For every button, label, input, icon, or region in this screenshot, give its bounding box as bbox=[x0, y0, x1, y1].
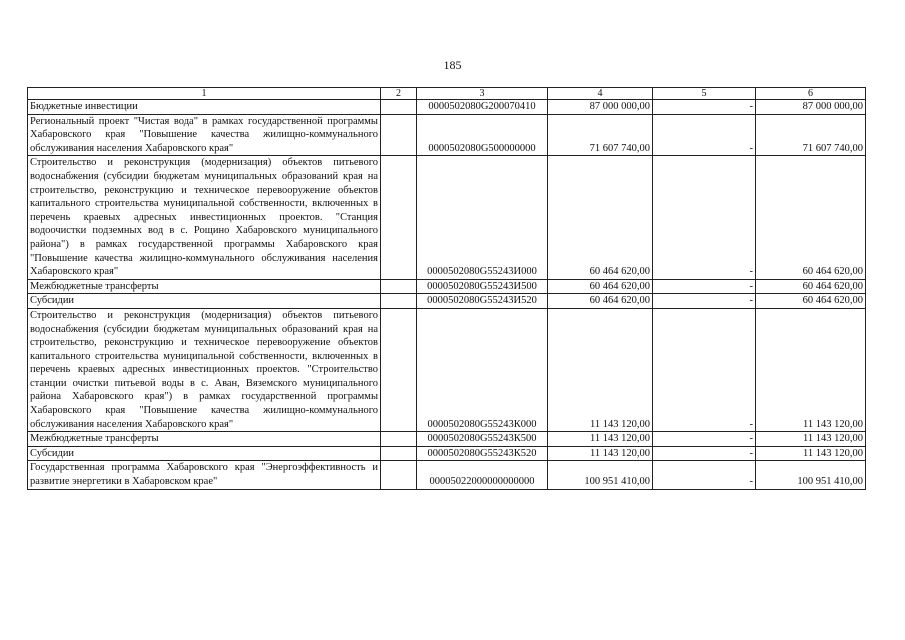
budget-table bbox=[27, 87, 866, 490]
row-col5-cell: - bbox=[653, 446, 756, 461]
column-header: 6 bbox=[756, 88, 866, 100]
row-name-cell: Межбюджетные трансферты bbox=[28, 279, 381, 294]
row-total-cell: 60 464 620,00 bbox=[756, 294, 866, 309]
column-number-row bbox=[28, 88, 866, 100]
table-row bbox=[28, 279, 866, 294]
row-col5-cell: - bbox=[653, 114, 756, 156]
row-total-cell: 60 464 620,00 bbox=[756, 156, 866, 279]
row-code-cell: 0000502080G55243К500 bbox=[417, 432, 548, 447]
row-col2-cell bbox=[381, 114, 417, 156]
row-code-cell: 0000502080G55243К520 bbox=[417, 446, 548, 461]
row-amount-cell: 100 951 410,00 bbox=[548, 461, 653, 489]
row-col2-cell bbox=[381, 279, 417, 294]
column-header: 3 bbox=[417, 88, 548, 100]
row-total-cell: 100 951 410,00 bbox=[756, 461, 866, 489]
row-col2-cell bbox=[381, 461, 417, 489]
row-code-cell: 0000502080G55243И000 bbox=[417, 156, 548, 279]
row-code-cell: 0000502080G55243К000 bbox=[417, 308, 548, 431]
row-amount-cell: 87 000 000,00 bbox=[548, 100, 653, 115]
row-total-cell: 11 143 120,00 bbox=[756, 446, 866, 461]
row-name-cell: Государственная программа Хабаровского края "Энергоэффективность и развитие энергетики в Хабаровском крае" bbox=[28, 461, 381, 489]
row-amount-cell: 60 464 620,00 bbox=[548, 279, 653, 294]
row-col5-cell: - bbox=[653, 461, 756, 489]
row-code-cell: 0000502080G55243И520 bbox=[417, 294, 548, 309]
row-code-cell: 00005022000000000000 bbox=[417, 461, 548, 489]
row-amount-cell: 11 143 120,00 bbox=[548, 308, 653, 431]
table-row bbox=[28, 156, 866, 279]
page-number: 185 bbox=[443, 58, 462, 72]
table-row bbox=[28, 294, 866, 309]
row-name-cell: Бюджетные инвестиции bbox=[28, 100, 381, 115]
table-row bbox=[28, 432, 866, 447]
column-header: 1 bbox=[28, 88, 381, 100]
row-col2-cell bbox=[381, 446, 417, 461]
row-code-cell: 0000502080G200070410 bbox=[417, 100, 548, 115]
column-header: 2 bbox=[381, 88, 417, 100]
row-col2-cell bbox=[381, 308, 417, 431]
row-code-cell: 0000502080G55243И500 bbox=[417, 279, 548, 294]
column-header: 5 bbox=[653, 88, 756, 100]
row-name-cell: Субсидии bbox=[28, 294, 381, 309]
row-total-cell: 11 143 120,00 bbox=[756, 432, 866, 447]
row-name-cell: Межбюджетные трансферты bbox=[28, 432, 381, 447]
row-amount-cell: 11 143 120,00 bbox=[548, 432, 653, 447]
row-total-cell: 87 000 000,00 bbox=[756, 100, 866, 115]
row-name-cell: Строительство и реконструкция (модернизация) объектов питьевого водоснабжения (субсидии бюджетам муниципальных образований края на строительство, реконструкцию и техническое перевооружение объектов капитального строительства муниципальной собственности, включенных в перечень краевых адресных инвестиционных проектов. "Строительство станции очистки питьевой воды в с. Аван, Вяземского муниципального района Хабаровского края") в рамках государственной программы Хабаровского края "Повышение качества жилищно-коммунального обслуживания населения Хабаровского края" bbox=[28, 308, 381, 431]
row-total-cell: 71 607 740,00 bbox=[756, 114, 866, 156]
row-amount-cell: 71 607 740,00 bbox=[548, 114, 653, 156]
table-row bbox=[28, 461, 866, 489]
row-col2-cell bbox=[381, 156, 417, 279]
row-col5-cell: - bbox=[653, 279, 756, 294]
row-col5-cell: - bbox=[653, 294, 756, 309]
row-col5-cell: - bbox=[653, 156, 756, 279]
row-name-cell: Строительство и реконструкция (модернизация) объектов питьевого водоснабжения (субсидии бюджетам муниципальных образований края на строительство, реконструкцию и техническое перевооружение объектов капитального строительства муниципальной собственности, включенных в перечень краевых адресных инвестиционных проектов. "Станция водоочистки подземных вод в с. Рощино Хабаровского муниципального района") в рамках государственной программы Хабаровского края "Повышение качества жилищно-коммунального обслуживания населения Хабаровского края" bbox=[28, 156, 381, 279]
row-code-cell: 0000502080G500000000 bbox=[417, 114, 548, 156]
column-header: 4 bbox=[548, 88, 653, 100]
table-row bbox=[28, 114, 866, 156]
row-amount-cell: 11 143 120,00 bbox=[548, 446, 653, 461]
table-row bbox=[28, 100, 866, 115]
row-name-cell: Субсидии bbox=[28, 446, 381, 461]
row-col2-cell bbox=[381, 294, 417, 309]
row-total-cell: 11 143 120,00 bbox=[756, 308, 866, 431]
row-amount-cell: 60 464 620,00 bbox=[548, 156, 653, 279]
table-row bbox=[28, 446, 866, 461]
table-row bbox=[28, 308, 866, 431]
row-name-cell: Региональный проект "Чистая вода" в рамках государственной программы Хабаровского края "Повышение качества жилищно-коммунального обслуживания населения Хабаровского края" bbox=[28, 114, 381, 156]
row-col5-cell: - bbox=[653, 100, 756, 115]
row-col2-cell bbox=[381, 432, 417, 447]
row-col2-cell bbox=[381, 100, 417, 115]
row-total-cell: 60 464 620,00 bbox=[756, 279, 866, 294]
row-col5-cell: - bbox=[653, 308, 756, 431]
row-amount-cell: 60 464 620,00 bbox=[548, 294, 653, 309]
row-col5-cell: - bbox=[653, 432, 756, 447]
